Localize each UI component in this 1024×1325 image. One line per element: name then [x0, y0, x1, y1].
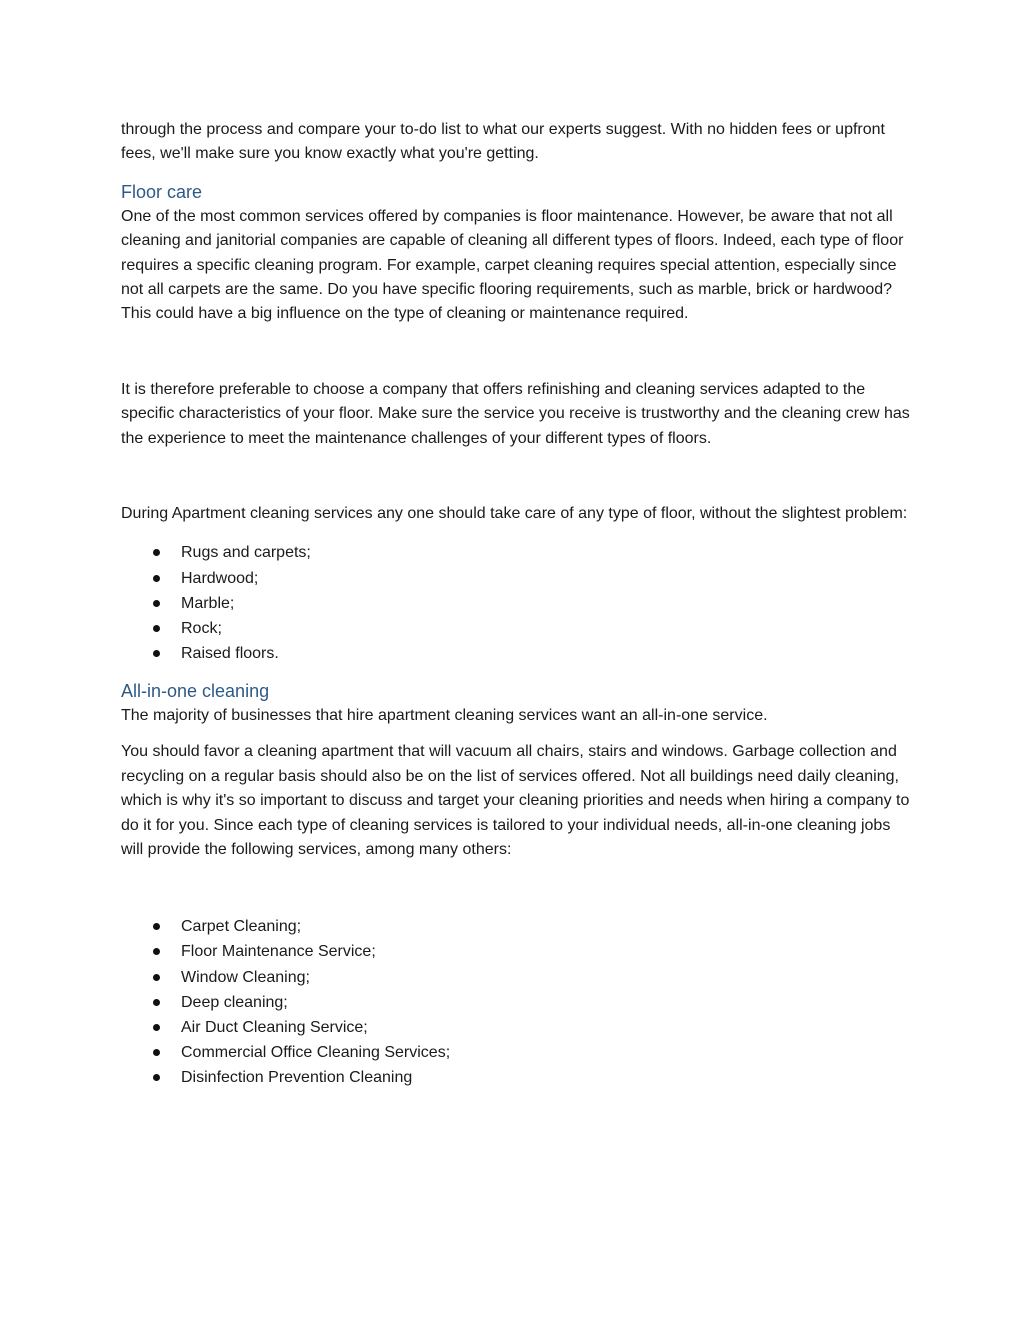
floor-care-paragraph-3: During Apartment cleaning services any one should take care of any type of floor, without the slightest problem:: [121, 505, 908, 523]
list-item: Air Duct Cleaning Service;: [121, 1015, 911, 1040]
floor-care-heading: Floor care: [121, 181, 203, 202]
all-in-one-paragraph-2: You should favor a cleaning apartment that will vacuum all chairs, stairs and windows. Garbage collection and recycling on a regular basis should also be on the list of services offered. Not all buildings need daily cleaning, which is why it's so important to discuss and target your cleaning priorities and needs when hiring a company to do it for you. Since each type of cleaning services is tailored to your individual needs, all-in-one cleaning jobs will provide the following services, among many others:: [121, 743, 910, 858]
intro-paragraph: through the process and compare your to-do list to what our experts suggest. With no hidden fees or upfront fees, we'll make sure you know exactly what you're getting.: [121, 121, 885, 163]
list-item: Rugs and carpets;: [121, 540, 911, 565]
list-item: Window Cleaning;: [121, 965, 911, 990]
list-item: Rock;: [121, 616, 911, 641]
list-item: Carpet Cleaning;: [121, 914, 911, 939]
document-page: [121, 118, 911, 1090]
list-item: Marble;: [121, 591, 911, 616]
floor-care-paragraph-2: It is therefore preferable to choose a company that offers refinishing and cleaning services adapted to the specific characteristics of your floor. Make sure the service you receive is trustworthy and the cleaning crew has the experience to meet the maintenance challenges of your different types of floors.: [121, 380, 910, 447]
all-in-one-heading: All-in-one cleaning: [121, 680, 270, 701]
list-item: Raised floors.: [121, 641, 911, 666]
all-in-one-paragraph-1: The majority of businesses that hire apartment cleaning services want an all-in-one service.: [121, 706, 768, 724]
list-item: Floor Maintenance Service;: [121, 939, 911, 964]
services-list: [121, 914, 911, 1090]
list-item: Disinfection Prevention Cleaning: [121, 1065, 911, 1090]
floor-care-paragraph-1: One of the most common services offered by companies is floor maintenance. However, be aware that not all cleaning and janitorial companies are capable of cleaning all different types of floors. Indeed, each type of floor requires a specific cleaning program. For example, carpet cleaning requires special attention, especially since not all carpets are the same. Do you have specific flooring requirements, such as marble, brick or hardwood? This could have a big influence on the type of cleaning or maintenance required.: [121, 207, 904, 323]
list-item: Hardwood;: [121, 566, 911, 591]
list-item: Deep cleaning;: [121, 990, 911, 1015]
list-item: Commercial Office Cleaning Services;: [121, 1040, 911, 1065]
floor-types-list: [121, 540, 911, 665]
